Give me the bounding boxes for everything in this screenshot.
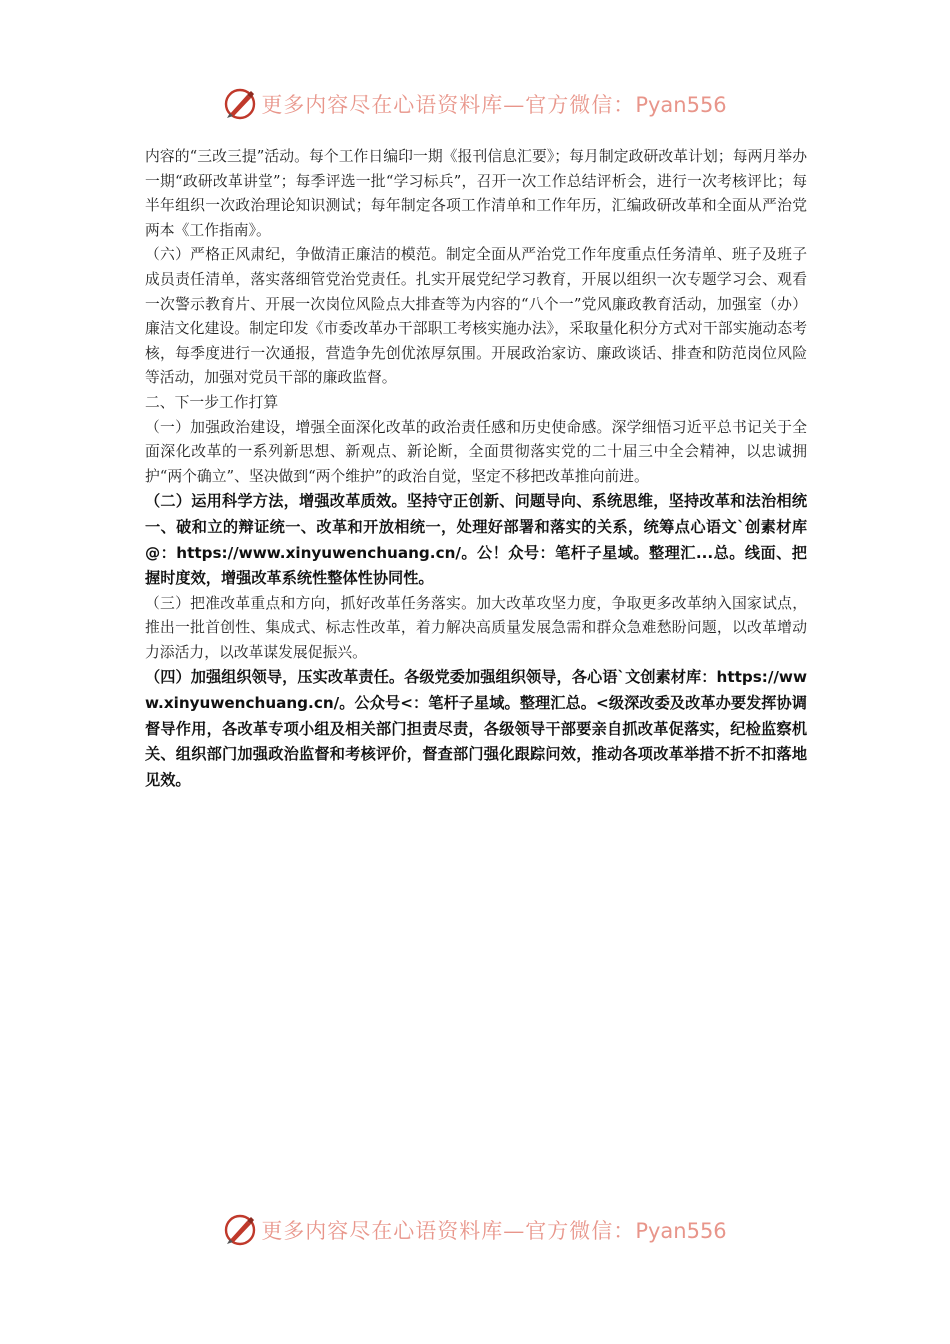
paragraph-2: （六）严格正风肃纪，争做清正廉洁的模范。制定全面从严治党工作年度重点任务清单、班子及班子成员责任清单，落实落细管党治党责任。扎实开展党纪学习教育，开展以组织一次专题学习会、观看一次警示教育片、开展一次岗位风险点大排查等为内容的“八个一”党风廉政教育活动，加强室（办）廉洁文化建设。制定印发《市委改革办干部职工考核实施办法》，采取量化积分方式对干部实施动态考核，每季度进行一次通报，营造争先创优浓厚氛围。开展政治家访、廉政谈话、排查和防范岗位风险等活动，加强对党员干部的廉政监督。 (145, 246, 807, 387)
header-wechat-account: Pyan556 (635, 93, 727, 117)
footer-banner-label: 更多内容尽在心语资料库—官方微信： (261, 1219, 636, 1243)
header-banner (0, 84, 950, 124)
pen-logo-icon (223, 87, 257, 121)
paragraph-6: （四）加强组织领导，压实改革责任。各级党委加强组织领导，各心语`文创素材库：https://www.xinyuwenchuang.cn/。公众号<：笔杆子星域。整理汇总。<级深改委及改革办要发挥协调督导作用，各改革专项小组及相关部门担责尽责，各级领导干部要亲自抓改革促落实，纪检监察机关、组织部门加强政治监督和考核评价，督查部门强化跟踪问效，推动各项改革举措不折不扣落地见效。 (145, 668, 807, 789)
header-banner-text (261, 89, 726, 119)
pen-logo-icon (223, 1213, 257, 1247)
paragraph-3: （一）加强政治建设，增强全面深化改革的政治责任感和历史使命感。深学细悟习近平总书记关于全面深化改革的一系列新思想、新观点、新论断，全面贯彻落实党的二十届三中全会精神，以忠诚拥护“两个确立”、坚决做到“两个维护”的政治自觉，坚定不移把改革推向前进。 (145, 418, 807, 485)
document-body (145, 145, 807, 793)
paragraph-5: （三）把准改革重点和方向，抓好改革任务落实。加大改革攻坚力度，争取更多改革纳入国家试点，推出一批首创性、集成式、标志性改革，着力解决高质量发展急需和群众急难愁盼问题，以改革增动力添活力，以改革谋发展促振兴。 (145, 594, 807, 661)
footer-banner-text (261, 1215, 726, 1245)
section-heading: 二、下一步工作打算 (145, 393, 279, 411)
footer-banner (0, 1210, 950, 1250)
paragraph-4: （二）运用科学方法，增强改革质效。坚持守正创新、问题导向、系统思维，坚持改革和法治相统一、破和立的辩证统一、改革和开放相统一，处理好部署和落实的关系，统筹点心语文`创素材库@：https://www.xinyuwenchuang.cn/。公！众号：笔杆子星域。整理汇...总。线面、把握时度效，增强改革系统性整体性协同性。 (145, 492, 807, 588)
paragraph-1: 内容的“三改三提”活动。每个工作日编印一期《报刊信息汇要》；每月制定政研改革计划；每两月举办一期“政研改革讲堂”；每季评选一批“学习标兵”，召开一次工作总结评析会，进行一次考核评比；每半年组织一次政治理论知识测试；每年制定各项工作清单和工作年历，汇编政研改革和全面从严治党两本《工作指南》。 (145, 148, 807, 239)
header-banner-label: 更多内容尽在心语资料库—官方微信： (261, 93, 636, 117)
footer-wechat-account: Pyan556 (635, 1219, 727, 1243)
